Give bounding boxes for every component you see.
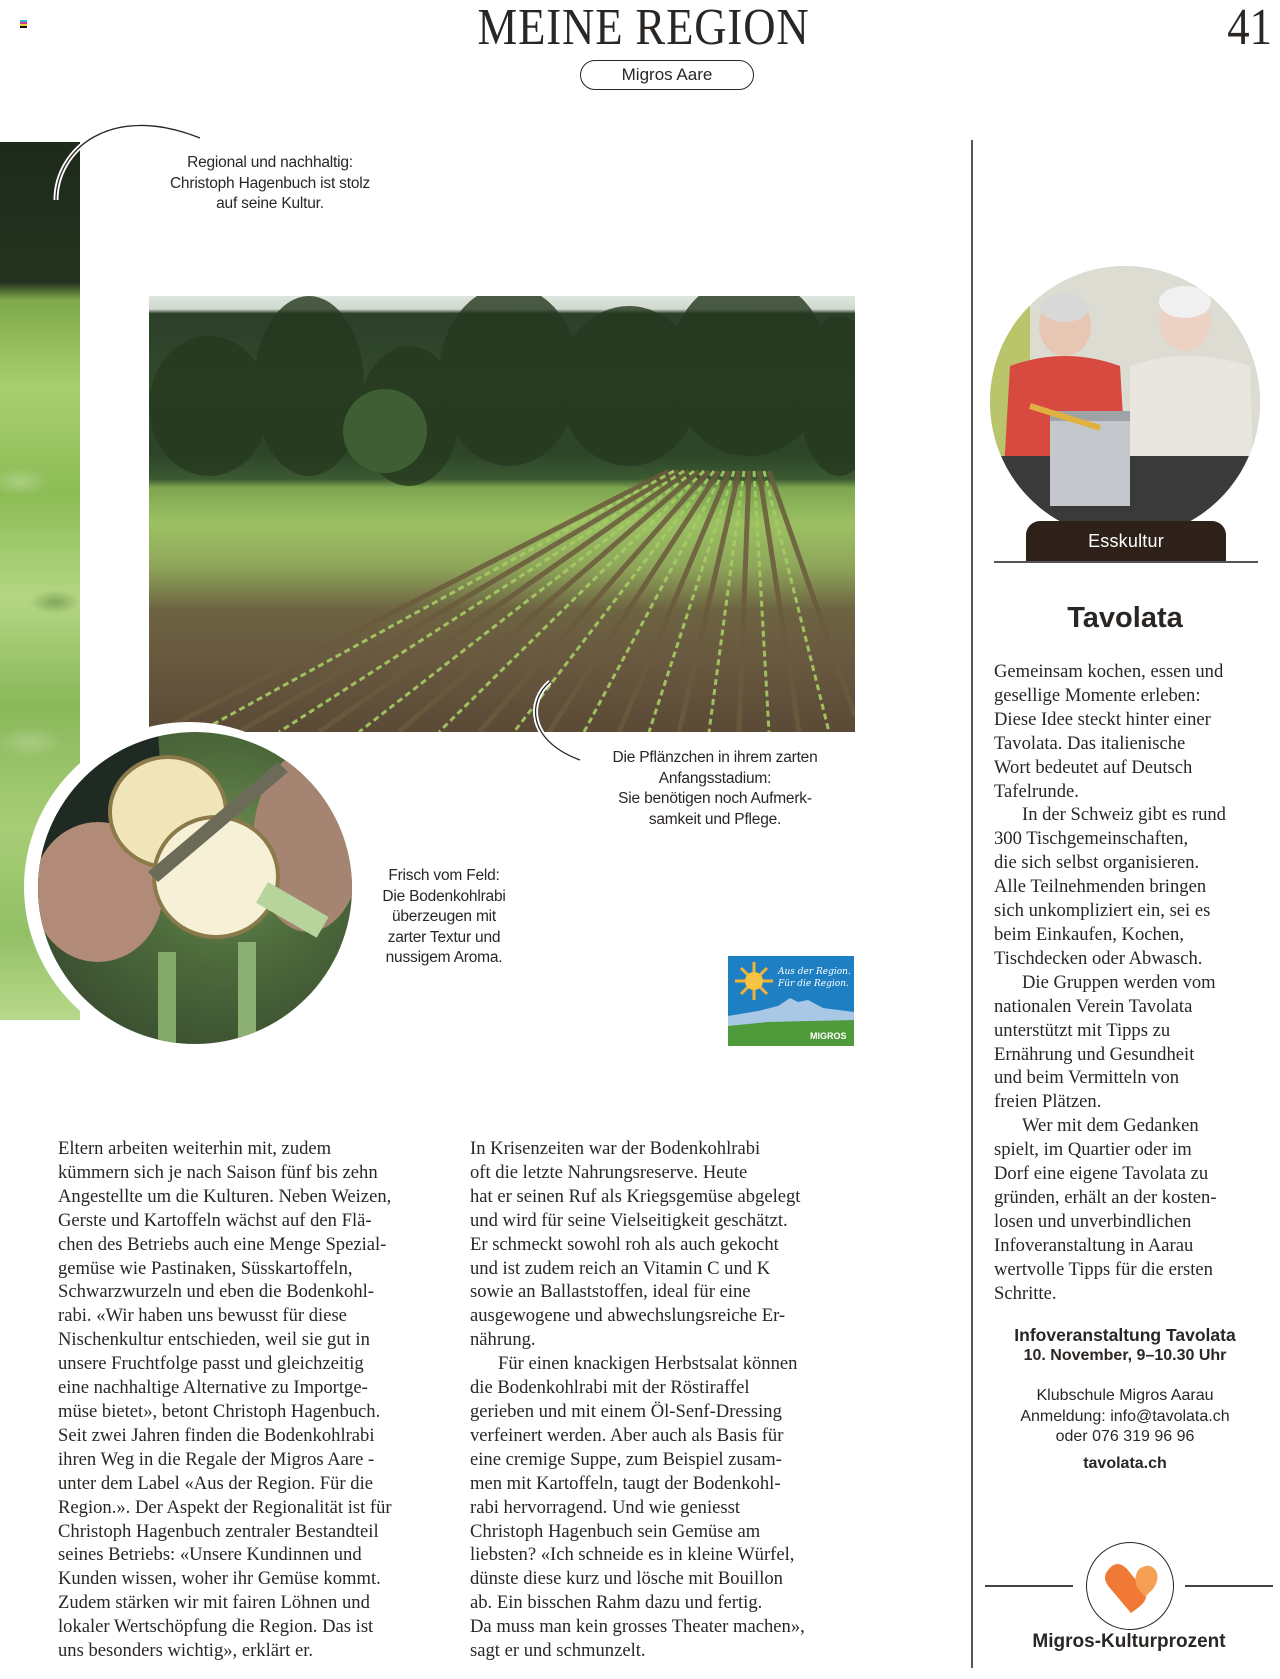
text-line: und ist zudem reich an Vitamin C und K xyxy=(470,1257,771,1279)
text-line: gerieben und mit einem Öl-Senf-Dressing xyxy=(470,1400,782,1422)
text-line: Zudem stärken wir mit fairen Löhnen und xyxy=(58,1592,370,1614)
caption-line: Sie benötigen noch Aufmerk- xyxy=(618,790,812,807)
caption-line: Frisch vom Feld: xyxy=(388,867,500,884)
kulturprozent-logo xyxy=(1086,1542,1174,1630)
caption-farmer xyxy=(130,153,410,215)
text-line: ab. Ein bisschen Rahm dazu und fertig. xyxy=(470,1592,763,1614)
text-line: Infoveranstaltung in Aarau xyxy=(994,1234,1194,1256)
caption-line: Die Pflänzchen in ihrem zarten xyxy=(612,749,818,766)
heart-icon xyxy=(1087,1543,1173,1629)
text-line: unterstützt mit Tipps zu xyxy=(994,1019,1171,1041)
text-line: Schritte. xyxy=(994,1282,1057,1304)
footer-rule-left xyxy=(985,1585,1073,1587)
sidebar-body xyxy=(994,660,1276,1305)
caption-line: Christoph Hagenbuch ist stolz xyxy=(169,174,371,192)
text-line: Dorf eine eigene Tavolata zu xyxy=(994,1163,1209,1185)
text-line: eine nachhaltige Alternative zu Importge- xyxy=(58,1377,368,1399)
text-line: Alle Teilnehmenden bringen xyxy=(994,876,1207,898)
tavolata-photo xyxy=(990,266,1260,538)
text-line: gründen, erhält an der kosten- xyxy=(994,1186,1217,1208)
text-line: dünste diese kurz und lösche mit Bouillon xyxy=(470,1568,783,1590)
text-line: freien Plätzen. xyxy=(994,1091,1102,1113)
text-line: nährung. xyxy=(470,1329,536,1351)
text-line: In der Schweiz gibt es rund xyxy=(1022,804,1226,826)
text-line: Für einen knackigen Herbstsalat können xyxy=(498,1353,798,1375)
caption-line: nussigem Aroma. xyxy=(385,949,503,966)
text-line: seines Betriebs: «Unsere Kundinnen und xyxy=(58,1544,362,1566)
page-number: 41 xyxy=(1227,0,1272,56)
print-color-marks xyxy=(20,20,27,28)
text-line: Ernährung und Gesundheit xyxy=(994,1043,1195,1065)
footer-brand: Migros-Kulturprozent xyxy=(1032,1631,1226,1652)
field-photo xyxy=(149,296,855,732)
text-line: Tavolata. Das italienische xyxy=(994,732,1186,754)
caption-line: auf seine Kultur. xyxy=(216,195,324,212)
text-line: Wer mit dem Gedanken xyxy=(1022,1115,1199,1137)
text-line: unsere Fruchtfolge passt und gleichzeitig xyxy=(58,1353,364,1375)
caption-line: Anfangsstadium: xyxy=(658,769,772,787)
category-tab: Esskultur xyxy=(1026,521,1226,562)
text-line: Da muss man kein grosses Theater machen», xyxy=(470,1616,805,1638)
text-line: kümmern sich je nach Saison fünf bis zehn xyxy=(58,1161,378,1183)
text-line: Tafelrunde. xyxy=(994,780,1079,802)
tab-rule xyxy=(994,561,1258,563)
website-link[interactable]: tavolata.ch xyxy=(1083,1454,1167,1472)
footer-rule-right xyxy=(1185,1585,1273,1587)
text-line: spielt, im Quartier oder im xyxy=(994,1139,1192,1161)
text-line: Eltern arbeiten weiterhin mit, zudem xyxy=(58,1138,332,1159)
event-title: Infoveranstaltung Tavolata xyxy=(1014,1325,1236,1345)
text-line: hat er seinen Ruf als Kriegsgemüse abgelegt xyxy=(470,1185,801,1207)
text-line: unter dem Label «Aus der Region. Für die xyxy=(58,1472,373,1494)
text-line: Diese Idee steckt hinter einer xyxy=(994,708,1211,730)
text-line: Wort bedeutet auf Deutsch xyxy=(994,756,1193,778)
sidebar-title: Tavolata xyxy=(1067,602,1183,634)
text-line: losen und unverbindlichen xyxy=(994,1210,1192,1232)
section-title: MEINE REGION xyxy=(477,0,810,56)
caption-line: Die Bodenkohlrabi xyxy=(382,887,506,905)
article-column-1 xyxy=(58,1137,458,1663)
cooking-graphic xyxy=(990,266,1260,538)
caption-line: samkeit und Pflege. xyxy=(648,810,782,828)
text-line: und wird für seine Vielseitigkeit geschätzt. xyxy=(470,1209,788,1231)
caption-line: überzeugen mit xyxy=(391,908,497,925)
text-line: chen des Betriebs auch eine Menge Spezial- xyxy=(58,1233,387,1255)
text-line: verfeinert werden. Aber auch als Basis für xyxy=(470,1424,784,1446)
logo-line1: Aus der Region. xyxy=(778,967,851,977)
text-line: In Krisenzeiten war der Bodenkohlrabi xyxy=(470,1138,761,1159)
text-line: gemüse wie Pastinaken, Süsskartoffeln, xyxy=(58,1257,353,1279)
field-rows-graphic xyxy=(149,296,855,732)
text-line: Tischdecken oder Abwasch. xyxy=(994,947,1203,969)
text-line: liebsten? «Ich schneide es in kleine Würfel, xyxy=(470,1544,795,1566)
kohlrabi-photo xyxy=(38,732,352,1044)
caption-kohlrabi xyxy=(352,866,536,969)
text-line: men mit Kartoffeln, taugt der Bodenkohl- xyxy=(470,1472,781,1494)
text-line: uns besonders wichtig», erklärt er. xyxy=(58,1640,314,1662)
text-line: Angestellte um die Kulturen. Neben Weizen, xyxy=(58,1185,392,1207)
logo-brand: MIGROS xyxy=(810,1031,847,1041)
event-phone: oder 076 319 96 96 xyxy=(1055,1428,1195,1445)
text-line: sowie an Ballaststoffen, ideal für eine xyxy=(470,1281,751,1303)
text-line: Christoph Hagenbuch sein Gemüse am xyxy=(470,1520,761,1542)
text-line: sich unkompliziert ein, sei es xyxy=(994,900,1211,922)
text-line: gesellige Momente erleben: xyxy=(994,684,1201,706)
region-badge: Migros Aare xyxy=(580,60,754,90)
text-line: beim Einkaufen, Kochen, xyxy=(994,923,1185,945)
aus-der-region-logo xyxy=(728,956,854,1046)
text-line: oft die letzte Nahrungsreserve. Heute xyxy=(470,1161,748,1183)
text-line: Region.». Der Aspekt der Regionalität ist für xyxy=(58,1496,392,1518)
event-info xyxy=(985,1325,1265,1474)
text-line: müse bietet», betont Christoph Hagenbuch. xyxy=(58,1400,381,1422)
text-line: Gerste und Kartoffeln wächst auf den Flä- xyxy=(58,1209,372,1231)
text-line: Er schmeckt sowohl roh als auch gekocht xyxy=(470,1233,779,1255)
text-line: Kunden wissen, woher ihr Gemüse kommt. xyxy=(58,1568,381,1590)
caption-line: Regional und nachhaltig: xyxy=(187,154,353,171)
text-line: Seit zwei Jahren finden die Bodenkohlrabi xyxy=(58,1424,375,1446)
text-line: wertvolle Tipps für die ersten xyxy=(994,1258,1213,1280)
text-line: lokaler Wertschöpfung die Region. Das ist xyxy=(58,1616,374,1638)
event-registration[interactable]: Anmeldung: info@tavolata.ch xyxy=(1020,1407,1230,1425)
text-line: eine cremige Suppe, zum Beispiel zusam- xyxy=(470,1448,782,1470)
text-line: nationalen Verein Tavolata xyxy=(994,995,1193,1017)
text-line: Nischenkultur entschieden, weil sie gut in xyxy=(58,1329,370,1351)
text-line: ausgewogene und abwechslungsreiche Er- xyxy=(470,1305,786,1327)
column-divider xyxy=(971,140,973,1668)
article-column-2 xyxy=(470,1137,870,1663)
event-date: 10. November, 9–10.30 Uhr xyxy=(1023,1346,1227,1364)
text-line: sagt er und schmunzelt. xyxy=(470,1640,646,1662)
text-line: die Bodenkohlrabi mit der Röstiraffel xyxy=(470,1377,750,1399)
text-line: und beim Vermitteln von xyxy=(994,1067,1180,1089)
caption-seedlings xyxy=(580,748,850,830)
kohlrabi-graphic xyxy=(38,732,352,1044)
text-line: Die Gruppen werden vom xyxy=(1022,971,1216,993)
caption-line: zarter Textur und xyxy=(387,928,501,946)
text-line: die sich selbst organisieren. xyxy=(994,852,1200,874)
event-location: Klubschule Migros Aarau xyxy=(1036,1387,1214,1404)
text-line: Gemeinsam kochen, essen und xyxy=(994,661,1224,682)
text-line: ihren Weg in die Regale der Migros Aare - xyxy=(58,1448,375,1470)
text-line: Christoph Hagenbuch zentraler Bestandteil xyxy=(58,1520,379,1542)
text-line: Schwarzwurzeln und eben die Bodenkohl- xyxy=(58,1281,374,1303)
text-line: rabi hervorragend. Und wie geniesst xyxy=(470,1496,741,1518)
text-line: 300 Tischgemeinschaften, xyxy=(994,828,1189,850)
text-line: rabi. «Wir haben uns bewusst für diese xyxy=(58,1305,347,1327)
logo-line2: Für die Region. xyxy=(778,979,849,989)
